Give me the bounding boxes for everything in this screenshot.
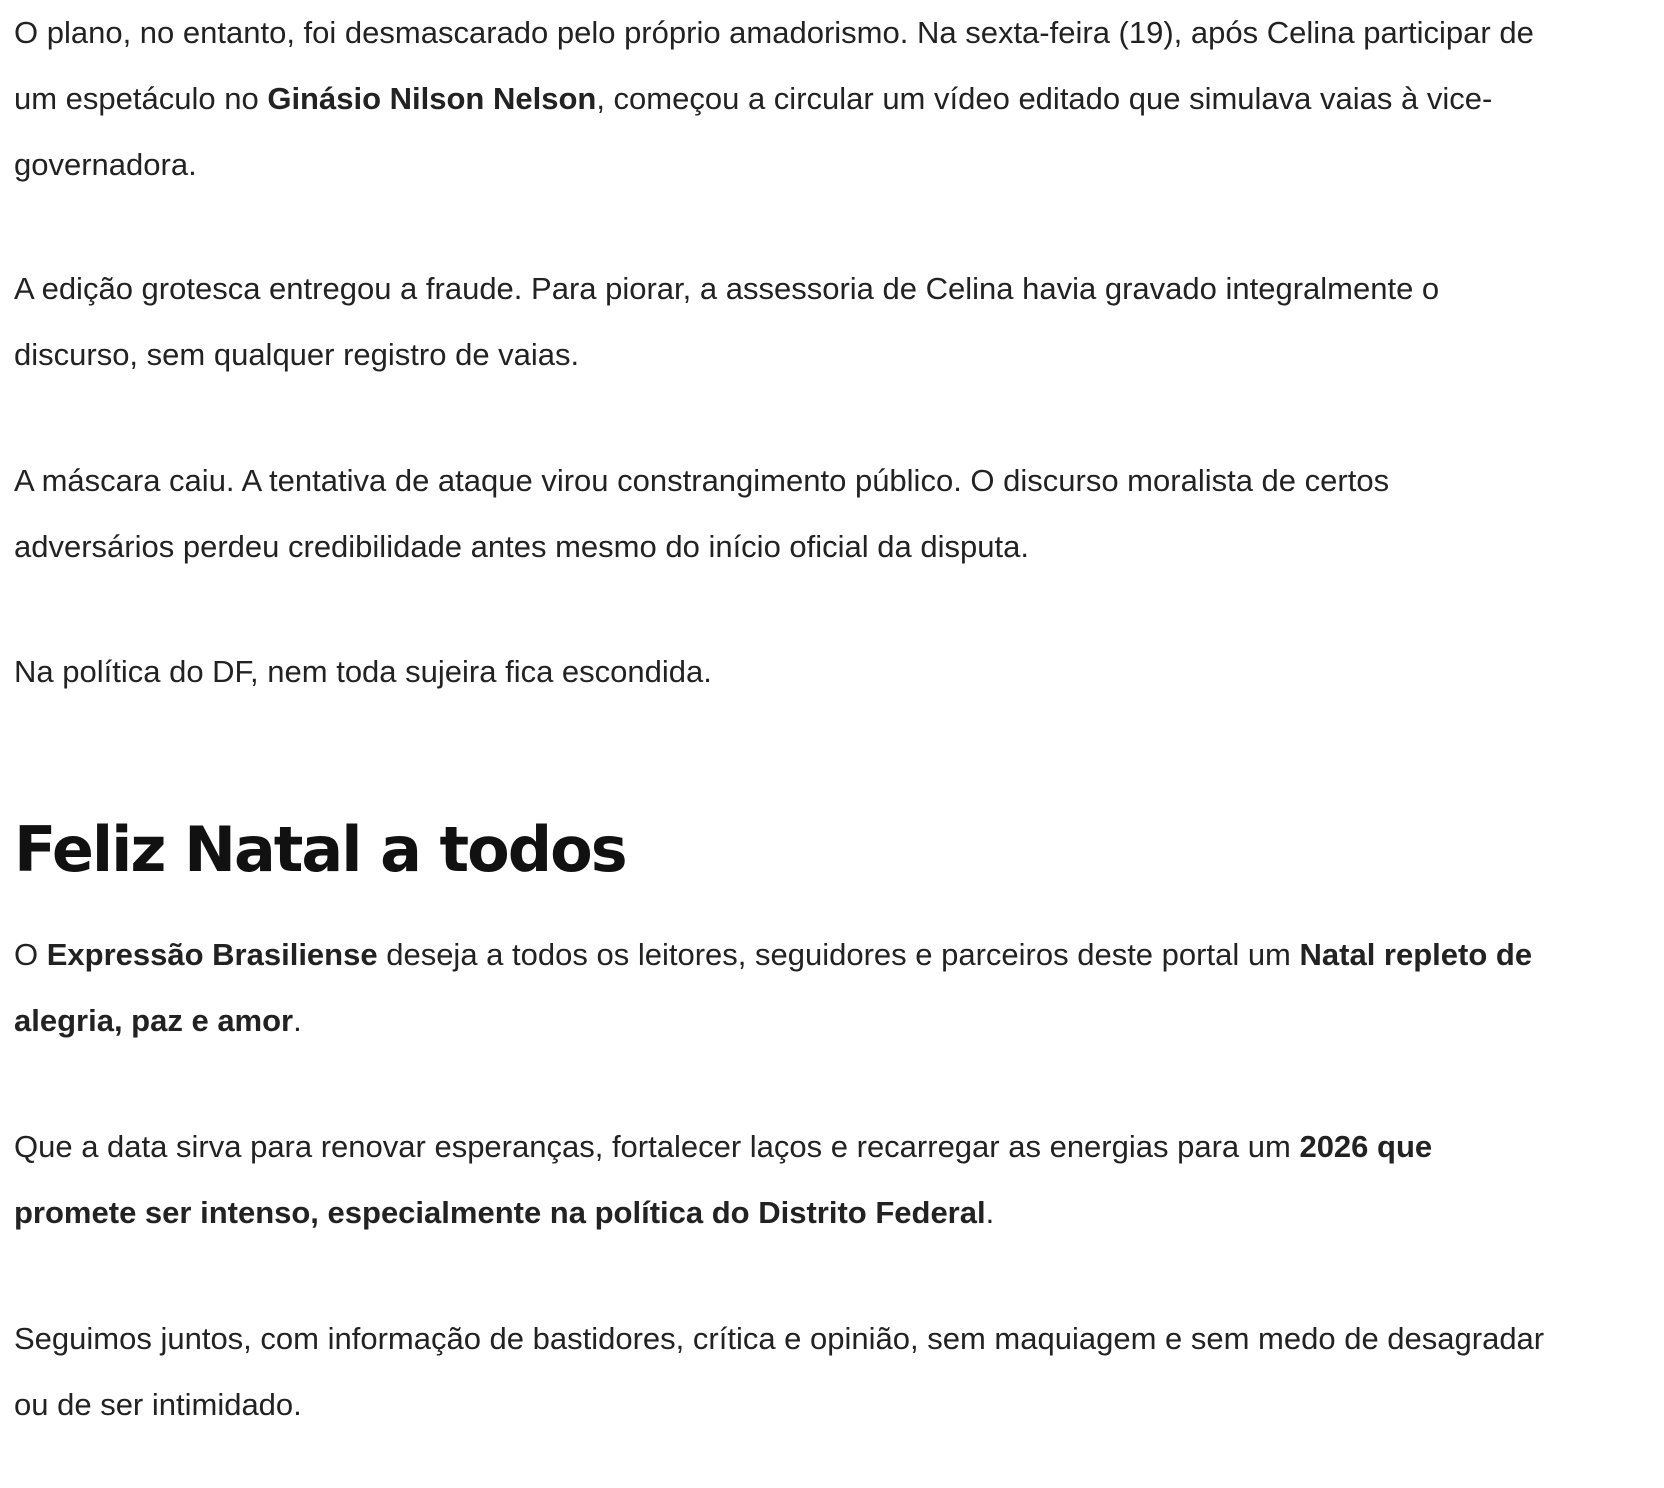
bold-portal-name: Expressão Brasiliense <box>46 937 378 972</box>
paragraph-christmas-wishes <box>14 922 1554 1054</box>
paragraph-together: Seguimos juntos, com informação de bastidores, crítica e opinião, sem maquiagem e sem medo de desagradar ou de ser intimidado. <box>14 1321 1545 1422</box>
text-segment: deseja a todos os leitores, seguidores e parceiros deste portal um <box>377 937 1300 972</box>
paragraph-df-politics: Na política do DF, nem toda sujeira fica escondida. <box>14 654 712 689</box>
paragraph-fraud-exposed <box>14 0 1554 198</box>
bold-christmas-phrase: Natal repleto de alegria, paz e amor <box>14 937 1533 1038</box>
text-segment: O plano, no entanto, foi desmascarado pelo próprio amadorismo. Na sexta-feira (19), após Celina participar de um espetáculo no <box>14 15 1534 116</box>
text-segment: , começou a circular um vídeo editado que simulava vaias à vice-governadora. <box>14 81 1493 182</box>
bold-venue-name: Ginásio Nilson Nelson <box>267 81 597 116</box>
text-segment: Que a data sirva para renovar esperanças, fortalecer laços e recarregar as energias para um <box>14 1129 1300 1164</box>
paragraph-mask-fell: A máscara caiu. A tentativa de ataque virou constrangimento público. O discurso moralista de certos adversários perdeu credibilidade antes mesmo do início oficial da disputa. <box>14 463 1390 564</box>
paragraph-edit-fraud: A edição grotesca entregou a fraude. Para piorar, a assessoria de Celina havia gravado integralmente o discurso, sem qualquer registro de vaias. <box>14 271 1440 372</box>
paragraph-2026-hopes <box>14 1114 1554 1246</box>
section-heading: Feliz Natal a todos <box>14 813 626 886</box>
text-segment: O <box>14 937 47 972</box>
text-segment: . <box>985 1195 995 1230</box>
text-segment: . <box>293 1003 302 1038</box>
bold-2026-phrase: 2026 que promete ser intenso, especialmente na política do Distrito Federal <box>14 1129 1433 1230</box>
